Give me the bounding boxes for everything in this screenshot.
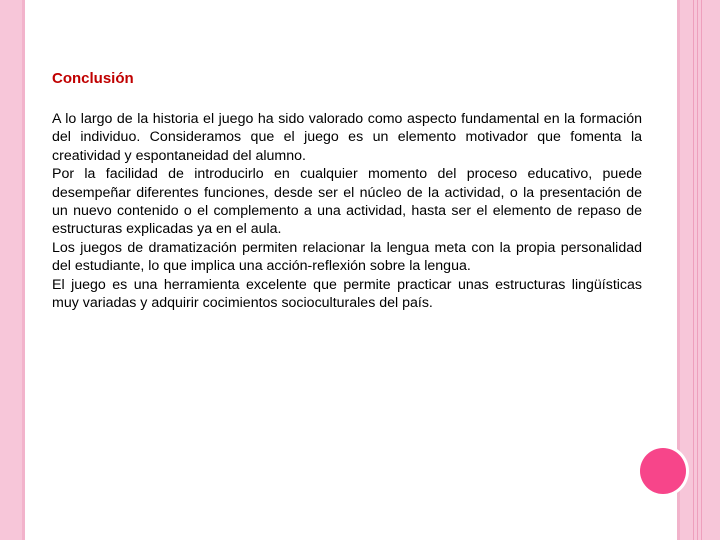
- panel-border-left: [22, 0, 25, 540]
- decorative-rule: [693, 0, 694, 540]
- decorative-rule: [697, 0, 698, 540]
- paragraph: Los juegos de dramatización permiten relacionar la lengua meta con la propia personalidad del estudiante, lo que implica una acción-reflexión sobre la lengua.: [52, 239, 642, 275]
- paragraph: A lo largo de la historia el juego ha sido valorado como aspecto fundamental en la formación del individuo. Consideramos que el juego es un elemento motivador que fomenta la creatividad y espontaneidad del alumno.: [52, 111, 642, 164]
- slide-body: [52, 110, 642, 312]
- decorative-circle: [640, 448, 686, 494]
- paragraph: El juego es una herramienta excelente que permite practicar unas estructuras lingüísticas muy variadas y adquirir cocimientos socioculturales del país.: [52, 276, 642, 312]
- slide-title: Conclusión: [52, 70, 134, 87]
- decorative-rule: [701, 0, 702, 540]
- paragraph: Por la facilidad de introducirlo en cualquier momento del proceso educativo, puede desempeñar diferentes funciones, desde ser el núcleo de la actividad, o la presentación de un nuevo contenido o el complemento a una actividad, hasta ser el elemento de repaso de estructuras explicadas ya en el aula.: [52, 166, 642, 238]
